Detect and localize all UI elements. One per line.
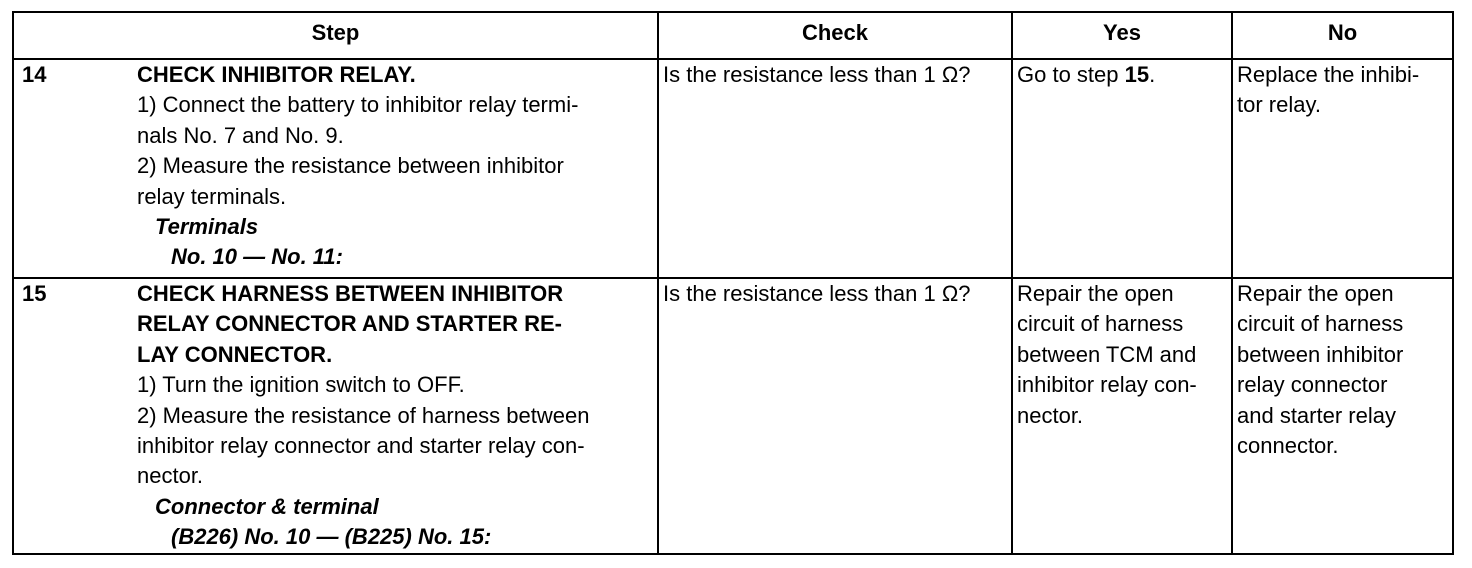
yes-line: circuit of harness [1017, 311, 1184, 337]
no-line: Replace the inhibi- [1237, 62, 1420, 87]
check-cell [658, 278, 1012, 554]
step-body [137, 60, 653, 273]
instruction-line: relay terminals. [137, 183, 287, 209]
spec-heading: Connector & terminal [155, 493, 379, 519]
table-row [13, 59, 1453, 278]
no-line: Repair the open [1237, 281, 1394, 306]
step-cell [13, 59, 658, 278]
yes-line: Repair the open [1017, 281, 1174, 306]
no-cell [1232, 278, 1453, 554]
yes-prefix: Go to step [1017, 62, 1125, 87]
step-body [137, 279, 653, 553]
no-cell [1232, 59, 1453, 278]
instruction-line: nals No. 7 and No. 9. [137, 122, 344, 148]
instruction-line: nector. [137, 463, 204, 489]
spec-value: No. 10 — No. 11: [171, 244, 343, 270]
instruction-line: 2) Measure the resistance between inhibitor [137, 153, 564, 179]
step-title: CHECK INHIBITOR RELAY. [137, 62, 416, 87]
instruction-line: inhibitor relay connector and starter relay con- [137, 433, 585, 459]
yes-line: between TCM and [1017, 341, 1197, 367]
step-cell [13, 278, 658, 554]
header-no: No [1232, 12, 1453, 59]
header-check: Check [658, 12, 1012, 59]
no-line: and starter relay [1237, 402, 1396, 428]
yes-line: nector. [1017, 402, 1084, 428]
step-title-line: LAY CONNECTOR. [137, 341, 333, 367]
no-line: relay connector [1237, 372, 1388, 398]
table-row [13, 278, 1453, 554]
yes-suffix: . [1149, 62, 1156, 87]
no-line: between inhibitor [1237, 341, 1404, 367]
no-line: circuit of harness [1237, 311, 1404, 337]
header-yes: Yes [1012, 12, 1232, 59]
header-row [13, 12, 1453, 59]
check-cell [658, 59, 1012, 278]
instruction-line: 1) Turn the ignition switch to OFF. [137, 372, 465, 398]
diagnostic-table [12, 11, 1454, 555]
instruction-line: 1) Connect the battery to inhibitor relay termi- [137, 92, 579, 118]
yes-cell [1012, 278, 1232, 554]
step-number: 15 [22, 281, 47, 306]
no-line: tor relay. [1237, 92, 1321, 118]
check-text: Is the resistance less than 1 Ω? [663, 62, 971, 87]
step-title-line: CHECK HARNESS BETWEEN INHIBITOR [137, 281, 564, 306]
yes-text [1017, 60, 1227, 90]
yes-cell [1012, 59, 1232, 278]
header-step: Step [13, 12, 658, 59]
yes-step-ref: 15 [1124, 62, 1150, 87]
no-line: connector. [1237, 433, 1339, 459]
check-text: Is the resistance less than 1 Ω? [663, 281, 971, 306]
step-title-line: RELAY CONNECTOR AND STARTER RE- [137, 311, 562, 337]
yes-line: inhibitor relay con- [1017, 372, 1197, 398]
instruction-line: 2) Measure the resistance of harness between [137, 402, 590, 428]
step-number: 14 [22, 62, 47, 87]
spec-value: (B226) No. 10 — (B225) No. 15: [171, 524, 492, 550]
spec-heading: Terminals [155, 214, 259, 240]
